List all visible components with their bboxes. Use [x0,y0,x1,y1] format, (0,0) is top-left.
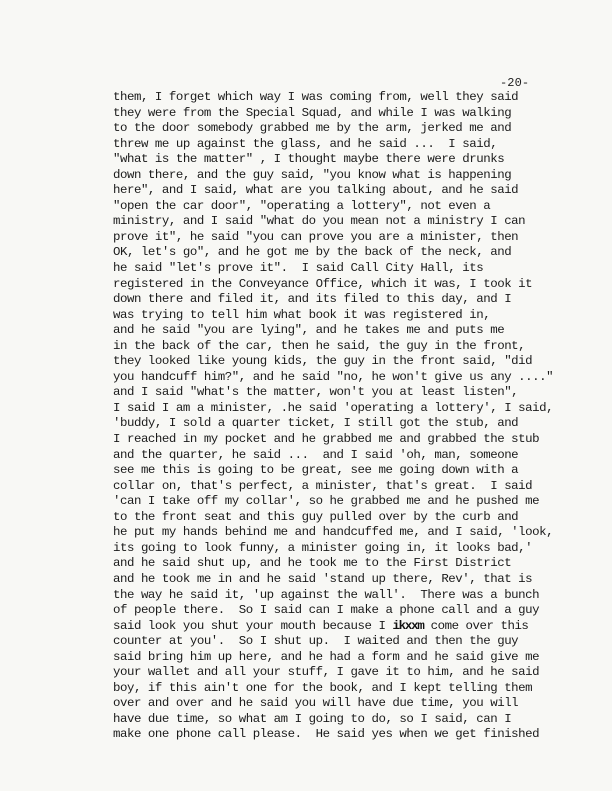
text-line: down there, and the guy said, "you know what is happening [113,167,512,182]
line-segment: said look you shut your mouth because I [113,618,393,633]
text-line: and the quarter, he said ... and I said 'oh, man, someone [113,447,519,462]
text-line: 'buddy, I sold a quarter ticket, I still got the stub, and [113,416,519,431]
text-line: in the back of the car, then he said, the guy in the front, [113,338,526,353]
text-line: them, I forget which way I was coming from, well they said [113,90,519,104]
text-line: of people there. So I said can I make a phone call and a guy [113,603,540,618]
text-line: counter at you'. So I shut up. I waited and then the guy [113,634,519,649]
text-line: registered in the Conveyance Office, which it was, I took it [113,276,533,291]
struck-over-word: ikxxm [392,618,424,633]
text-line: was trying to tell him what book it was registered in, [113,307,491,322]
text-line: I said I am a minister, .he said 'operating a lottery', I said, [113,400,554,415]
text-line: collar on, that's perfect, a minister, that's great. I said [113,478,533,493]
text-line-with-strikeover [113,619,583,635]
text-line: 'can I take off my collar', so he grabbed me and he pushed me [113,494,540,509]
text-line: down there and filed it, and its filed to this day, and I [113,292,512,307]
text-line: you handcuff him?", and he said "no, he won't give us any ...." [113,369,554,384]
line-segment: come over this [423,618,529,633]
text-line: he said "let's prove it". I said Call City Hall, its [113,261,484,276]
document-body [113,90,583,743]
text-line: see me this is going to be great, see me going down with a [113,463,519,478]
text-line: have due time, so what am I going to do, so I said, can I [113,711,512,726]
text-line: and I said "what's the matter, won't you at least listen", [113,385,519,400]
text-line: prove it", he said "you can prove you are a minister, then [113,229,519,244]
text-line: threw me up against the glass, and he said ... I said, [113,136,498,151]
text-line: he put my hands behind me and handcuffed me, and I said, 'look, [113,525,554,540]
text-line: "what is the matter" , I thought maybe there were drunks [113,152,505,167]
text-line: boy, if this ain't one for the book, and I kept telling them [113,680,533,695]
text-line: I reached in my pocket and he grabbed me and grabbed the stub [113,432,540,447]
text-line: its going to look funny, a minister going in, it looks bad,' [113,540,533,555]
text-line: said bring him up here, and he had a form and he said give me [113,649,540,664]
text-line: they looked like young kids, the guy in the front said, "did [113,354,533,369]
text-line: and he said shut up, and he took me to the First District [113,556,512,571]
text-line: ministry, and I said "what do you mean not a ministry I can [113,214,526,229]
text-line: and he said "you are lying", and he takes me and puts me [113,323,505,338]
text-line: over and over and he said you will have due time, you will [113,696,519,711]
text-line: make one phone call please. He said yes when we get finished [113,727,540,742]
text-line: "open the car door", "operating a lottery", not even a [113,198,491,213]
text-line: OK, let's go", and he got me by the back of the neck, and [113,245,512,260]
text-line: and he took me in and he said 'stand up there, Rev', that is [113,571,533,586]
text-line: here", and I said, what are you talking about, and he said [113,183,519,198]
page-number: -20- [500,76,530,90]
text-line: your wallet and all your stuff, I gave it to him, and he said [113,665,540,680]
text-line: to the door somebody grabbed me by the arm, jerked me and [113,121,512,136]
text-line: to the front seat and this guy pulled over by the curb and [113,509,519,524]
text-line: the way he said it, 'up against the wall'. There was a bunch [113,587,540,602]
text-line: they were from the Special Squad, and while I was walking [113,105,512,120]
